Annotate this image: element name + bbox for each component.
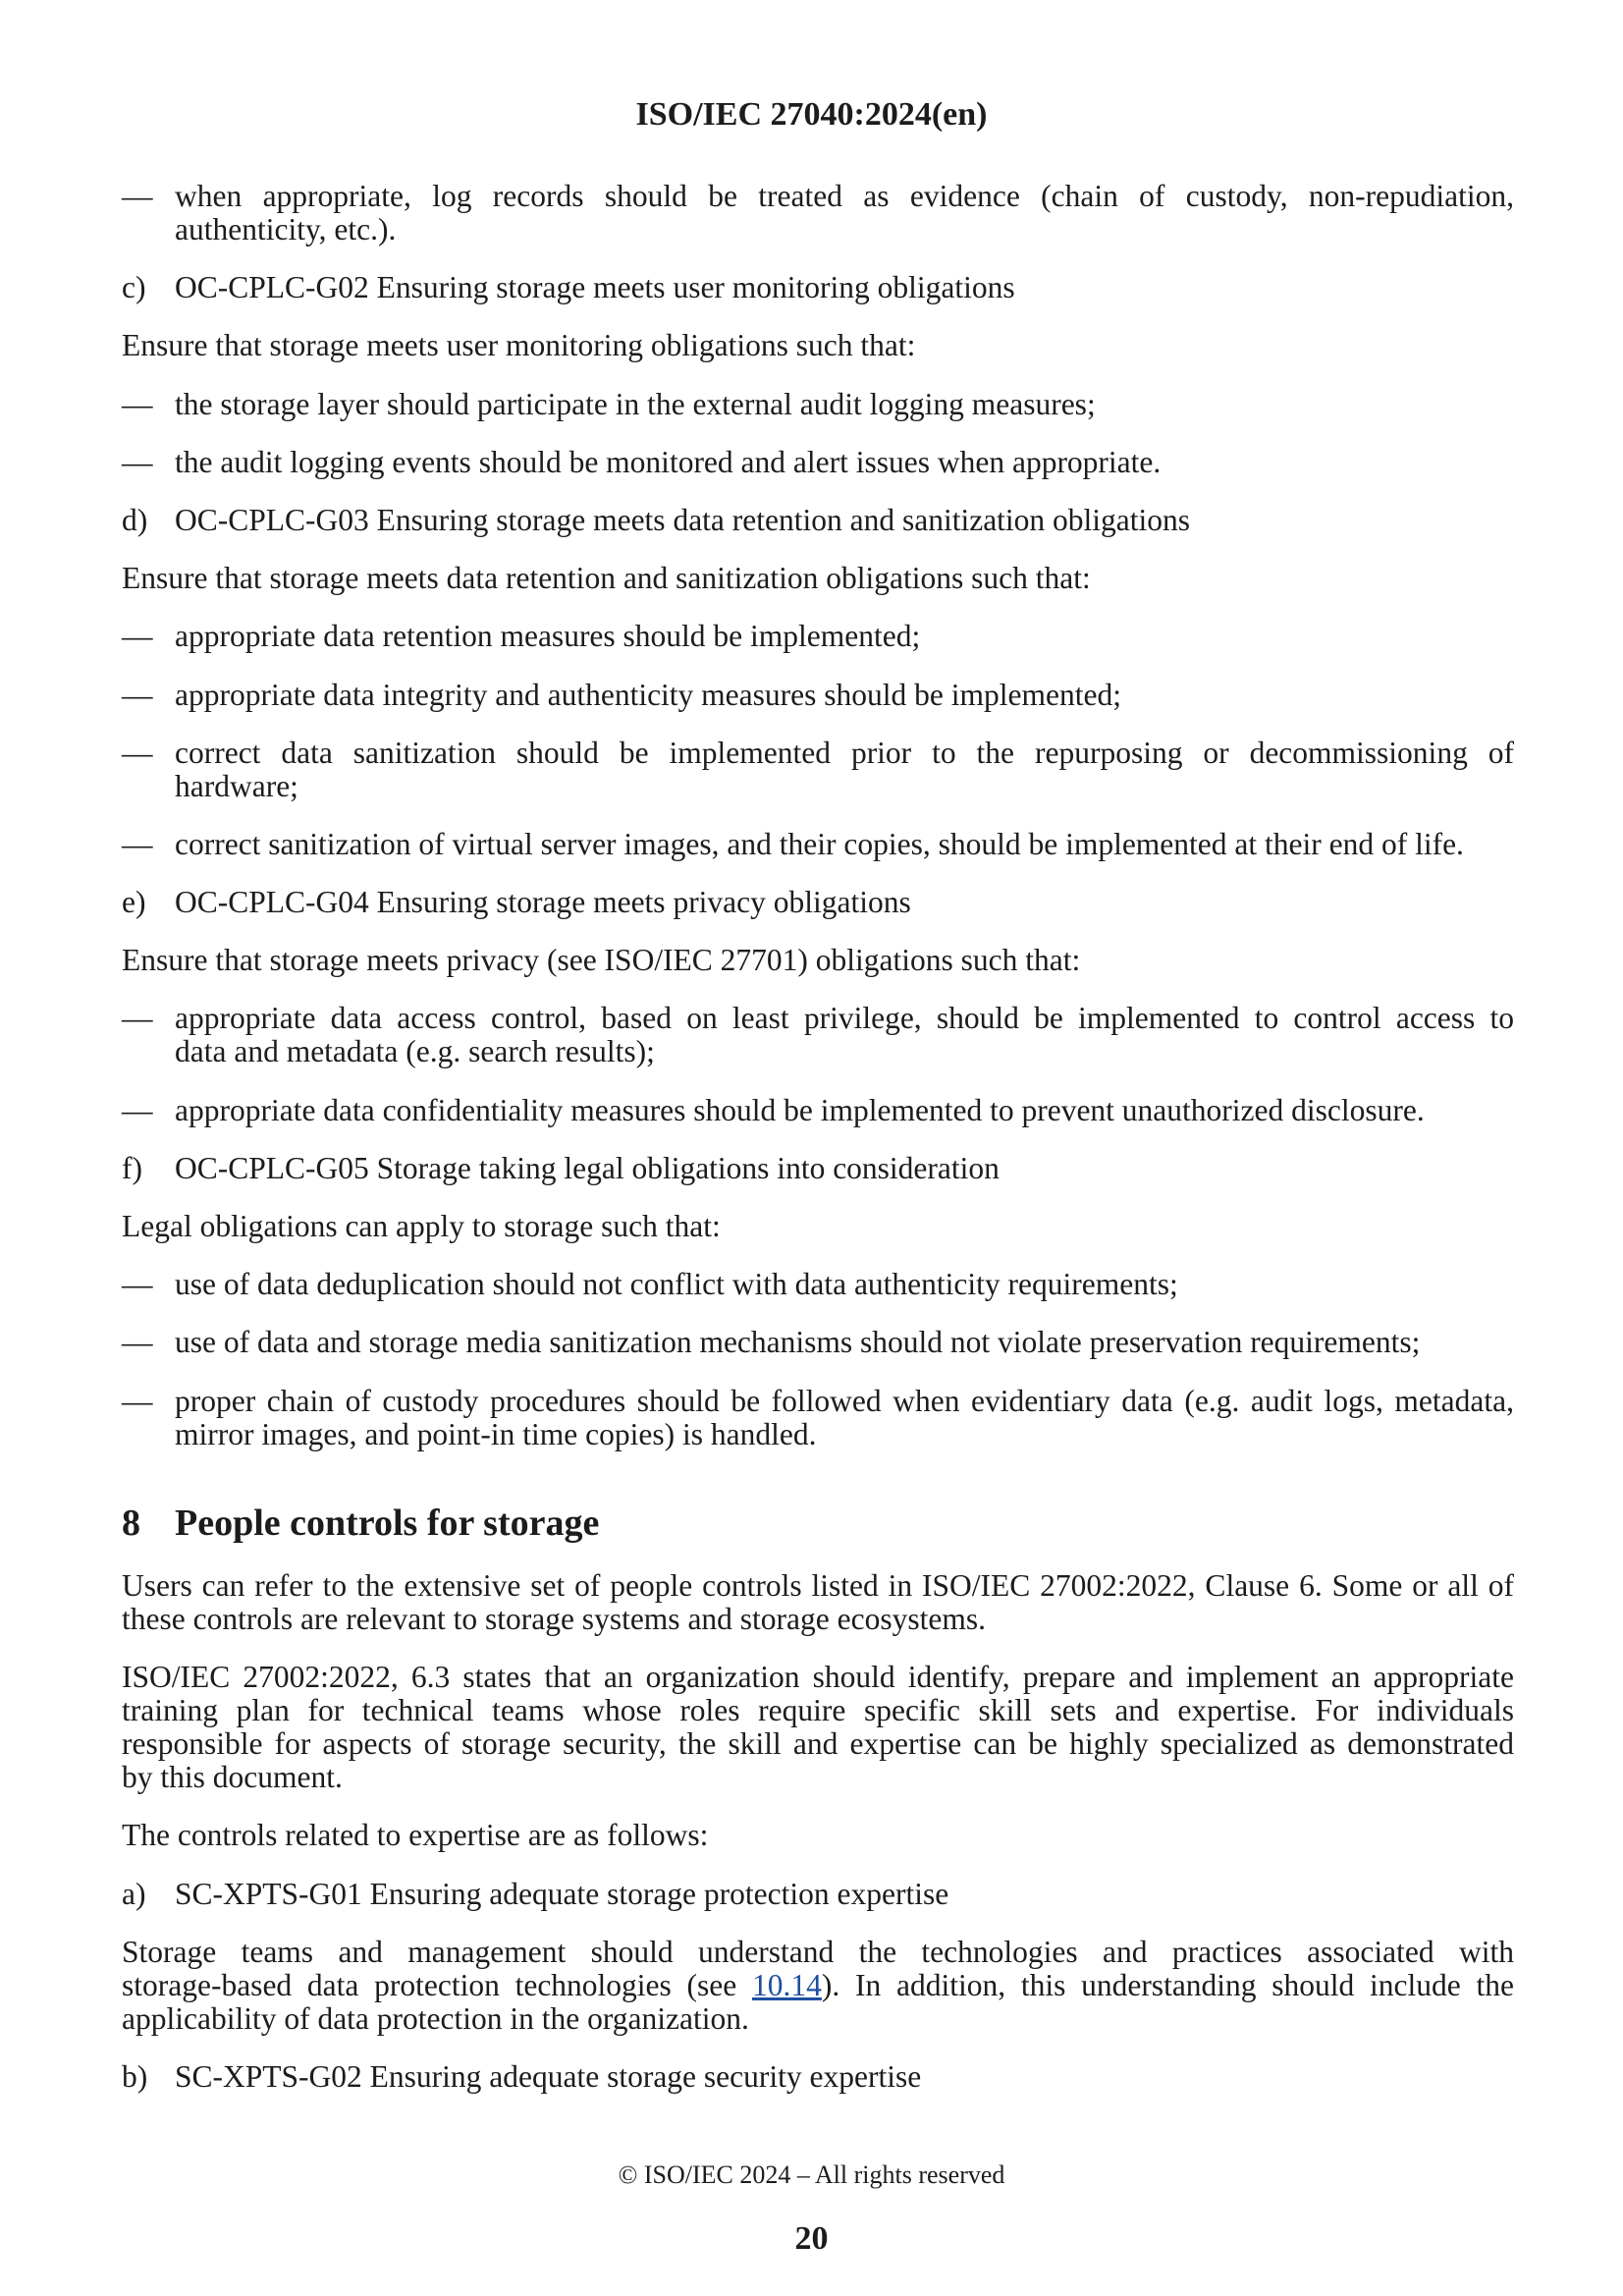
text-line: proper chain of custody procedures should be followed when evidentiary data (e.g. audit logs, metadata, [175, 1383, 1514, 1418]
list-item-text [175, 620, 1514, 653]
list-item-text [175, 180, 1514, 246]
paragraph [122, 1936, 1514, 2036]
text-line: by this document. [122, 1760, 343, 1795]
list-item-text [175, 828, 1514, 861]
em-dash-marker: — [122, 1267, 153, 1302]
em-dash-marker: — [122, 619, 153, 654]
paragraph [122, 944, 1514, 977]
text-line: ISO/IEC 27002:2022, 6.3 states that an organization should identify, prepare and implement an appropriate [122, 1660, 1514, 1695]
text-line: Users can refer to the extensive set of people controls listed in ISO/IEC 27002:2022, Clause 6. Some or all of [122, 1568, 1514, 1603]
em-dash-marker: — [122, 1001, 153, 1036]
list-item [122, 1094, 1514, 1127]
list-item [122, 446, 1514, 479]
text-line: appropriate data integrity and authenticity measures should be implemented; [175, 677, 1121, 712]
list-item [122, 180, 1514, 246]
em-dash-marker: — [122, 444, 153, 479]
em-dash-marker: — [122, 1325, 153, 1360]
em-dash-marker: — [122, 677, 153, 712]
enumerated-item-text [175, 1152, 1514, 1185]
text-line: the storage layer should participate in the external audit logging measures; [175, 386, 1096, 421]
list-item-text [175, 737, 1514, 803]
paragraph [122, 562, 1514, 595]
text-line: when appropriate, log records should be treated as evidence (chain of custody, non-repudiation, [175, 179, 1514, 213]
paragraph [122, 1210, 1514, 1243]
list-item [122, 828, 1514, 861]
text-line: data and metadata (e.g. search results); [175, 1034, 655, 1069]
text-line: appropriate data confidentiality measures should be implemented to prevent unauthorized disclosure. [175, 1092, 1425, 1127]
item-letter: c) [122, 270, 146, 305]
list-item-text [175, 679, 1514, 712]
list-item-text [175, 388, 1514, 421]
clause-number: 8 [122, 1503, 140, 1544]
item-letter: e) [122, 885, 146, 920]
text-line: The controls related to expertise are as follows: [122, 1818, 709, 1853]
list-item [122, 620, 1514, 653]
em-dash-marker: — [122, 735, 153, 770]
item-letter: a) [122, 1876, 146, 1911]
text-line: OC-CPLC-G03 Ensuring storage meets data retention and sanitization obligations [175, 502, 1191, 537]
text-line: Storage teams and management should understand the technologies and practices associated with [122, 1934, 1514, 1969]
text-line: SC-XPTS-G02 Ensuring adequate storage security expertise [175, 2058, 922, 2094]
clause-8 [122, 1503, 1514, 2118]
text-line-with-reference [122, 1969, 1514, 2002]
text-line: applicability of data protection in the organization. [122, 2000, 749, 2036]
clause-title: People controls for storage [175, 1503, 600, 1544]
enumerated-item [122, 271, 1514, 304]
enumerated-item-text [175, 886, 1514, 919]
list-item [122, 737, 1514, 803]
copyright-notice: © ISO/IEC 2024 – All rights reserved [618, 2160, 1005, 2189]
text-line: OC-CPLC-G04 Ensuring storage meets privacy obligations [175, 885, 911, 920]
text-segment: storage-based data protection technologies (see [122, 1967, 752, 2002]
clause-heading [122, 1503, 1514, 1544]
enumerated-item-text [175, 271, 1514, 304]
list-item-text [175, 446, 1514, 479]
text-line: OC-CPLC-G02 Ensuring storage meets user monitoring obligations [175, 270, 1015, 305]
list-item-text [175, 1326, 1514, 1359]
text-line: training plan for technical teams whose roles require specific skill sets and expertise. For individuals [122, 1693, 1514, 1728]
list-item-text [175, 1094, 1514, 1127]
em-dash-marker: — [122, 179, 153, 213]
list-item-text [175, 1268, 1514, 1301]
em-dash-marker: — [122, 1383, 153, 1418]
enumerated-item [122, 2060, 1514, 2094]
text-line: correct sanitization of virtual server images, and their copies, should be implemented at their end of life. [175, 826, 1464, 861]
list-item-text [175, 1385, 1514, 1451]
list-item-text [175, 1002, 1514, 1068]
item-letter: d) [122, 502, 148, 537]
text-line: these controls are relevant to storage systems and storage ecosystems. [122, 1602, 986, 1636]
enumerated-item-text [175, 1878, 1514, 1911]
list-item [122, 1002, 1514, 1068]
text-line: use of data deduplication should not conflict with data authenticity requirements; [175, 1267, 1178, 1302]
clause-7-continued [122, 180, 1514, 1476]
list-item [122, 388, 1514, 421]
em-dash-marker: — [122, 386, 153, 421]
enumerated-item-text [175, 2060, 1514, 2094]
text-line: authenticity, etc.). [175, 212, 397, 246]
paragraph [122, 1819, 1514, 1852]
text-line: Ensure that storage meets privacy (see ISO/IEC 27701) obligations such that: [122, 943, 1081, 978]
document-header: ISO/IEC 27040:2024(en) [635, 96, 988, 133]
list-item [122, 1326, 1514, 1359]
clause-reference-link[interactable]: 10.14 [752, 1967, 822, 2002]
text-line: responsible for aspects of storage security, the skill and expertise can be highly specialized as demonstrated [122, 1726, 1514, 1762]
page-number: 20 [794, 2220, 829, 2257]
enumerated-item [122, 886, 1514, 919]
enumerated-item-text [175, 504, 1514, 537]
enumerated-item [122, 1878, 1514, 1911]
enumerated-item [122, 1152, 1514, 1185]
text-line: OC-CPLC-G05 Storage taking legal obligations into consideration [175, 1150, 1000, 1185]
text-segment: ). In addition, this understanding should include the [821, 1967, 1514, 2002]
text-line: the audit logging events should be monitored and alert issues when appropriate. [175, 444, 1162, 479]
paragraph [122, 329, 1514, 362]
text-line: Ensure that storage meets user monitoring obligations such that: [122, 328, 916, 363]
text-line: hardware; [175, 768, 298, 803]
enumerated-item [122, 504, 1514, 537]
list-item [122, 1268, 1514, 1301]
text-line: appropriate data retention measures should be implemented; [175, 619, 921, 654]
text-line: correct data sanitization should be implemented prior to the repurposing or decommissioning of [175, 735, 1514, 770]
text-line: use of data and storage media sanitization mechanisms should not violate preservation requirements; [175, 1325, 1421, 1360]
text-line: appropriate data access control, based on least privilege, should be implemented to control access to [175, 1001, 1514, 1036]
text-line: Legal obligations can apply to storage such that: [122, 1209, 721, 1243]
em-dash-marker: — [122, 826, 153, 861]
item-letter: f) [122, 1150, 142, 1185]
item-letter: b) [122, 2058, 148, 2094]
paragraph [122, 1661, 1514, 1794]
paragraph [122, 1569, 1514, 1636]
text-line: Ensure that storage meets data retention and sanitization obligations such that: [122, 561, 1091, 596]
list-item [122, 679, 1514, 712]
text-line: mirror images, and point-in time copies) is handled. [175, 1416, 817, 1451]
list-item [122, 1385, 1514, 1451]
em-dash-marker: — [122, 1092, 153, 1127]
text-line: SC-XPTS-G01 Ensuring adequate storage protection expertise [175, 1876, 949, 1911]
